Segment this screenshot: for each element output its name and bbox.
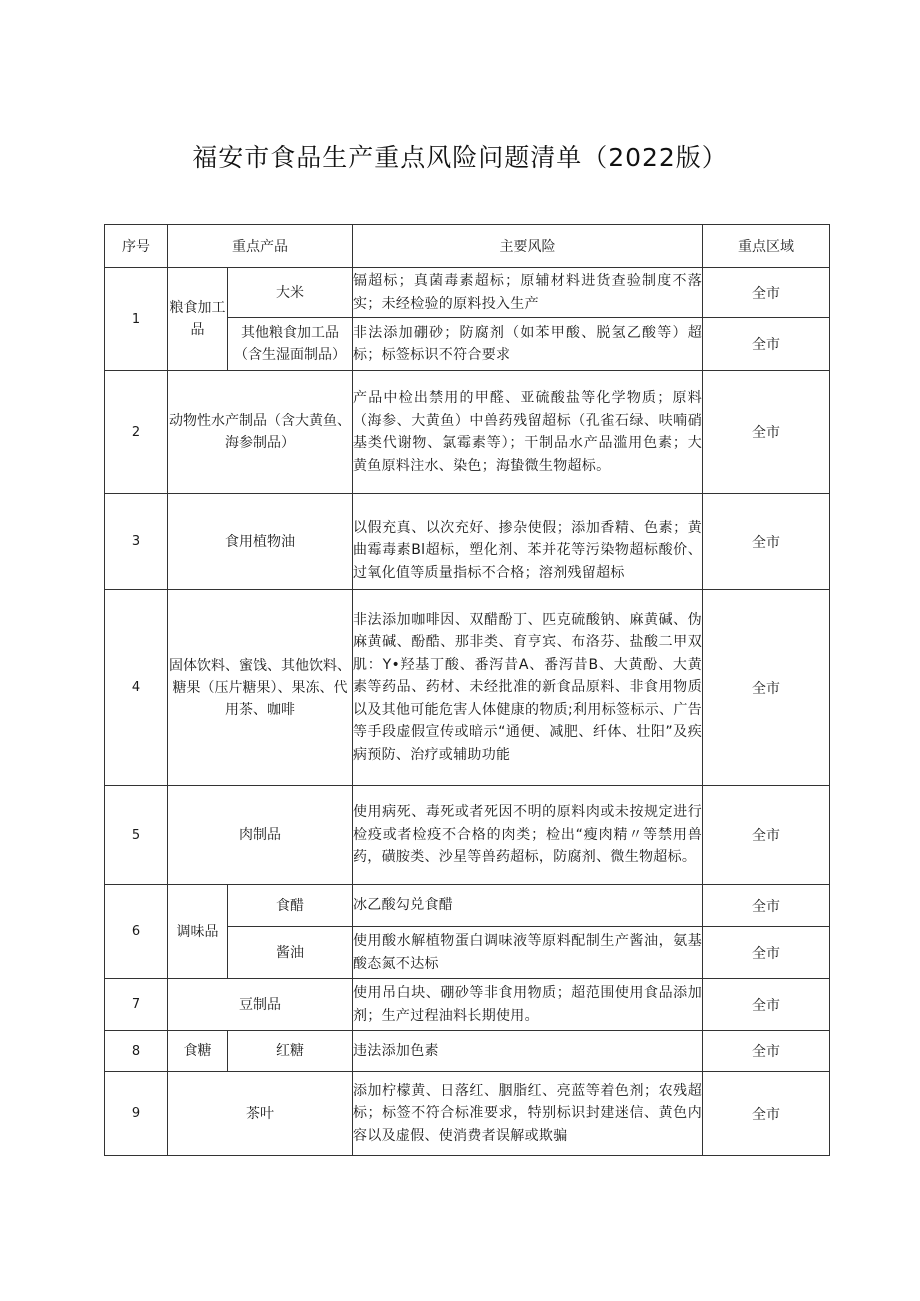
row-subproduct: 红糖 bbox=[228, 1031, 353, 1072]
row-seq: 2 bbox=[105, 371, 168, 494]
table-row bbox=[105, 590, 830, 786]
table-row bbox=[105, 1031, 830, 1072]
row-area: 全市 bbox=[703, 268, 830, 318]
row-area: 全市 bbox=[703, 1072, 830, 1156]
risk-table bbox=[104, 224, 830, 1156]
row-risk: 使用吊白块、硼砂等非食用物质；超范围使用食品添加剂；生产过程油料长期使用。 bbox=[353, 979, 703, 1031]
table-row bbox=[105, 979, 830, 1031]
row-product: 豆制品 bbox=[168, 979, 353, 1031]
row-subproduct: 酱油 bbox=[228, 927, 353, 979]
row-seq: 3 bbox=[105, 494, 168, 590]
table-row bbox=[105, 494, 830, 590]
row-seq: 9 bbox=[105, 1072, 168, 1156]
page-title: 福安市食品生产重点风险问题清单（2022版） bbox=[192, 143, 728, 172]
row-category: 食糖 bbox=[168, 1031, 228, 1072]
row-product: 肉制品 bbox=[168, 786, 353, 885]
row-seq: 5 bbox=[105, 786, 168, 885]
row-seq: 7 bbox=[105, 979, 168, 1031]
table-header-row bbox=[105, 225, 830, 268]
row-subproduct: 其他粮食加工品（含生湿面制品） bbox=[228, 318, 353, 371]
table-row bbox=[105, 786, 830, 885]
row-area: 全市 bbox=[703, 1031, 830, 1072]
header-risk: 主要风险 bbox=[353, 225, 703, 268]
row-risk: 违法添加色素 bbox=[353, 1031, 703, 1072]
row-risk: 使用病死、毒死或者死因不明的原料肉或未按规定进行检疫或者检疫不合格的肉类；检出“瘦肉精〃等禁用兽药，磺胺类、沙星等兽药超标，防腐剂、微生物超标。 bbox=[353, 786, 703, 885]
row-area: 全市 bbox=[703, 371, 830, 494]
row-risk: 非法添加硼砂；防腐剂（如苯甲酸、脱氢乙酸等）超标；标签标识不符合要求 bbox=[353, 318, 703, 371]
row-product: 食用植物油 bbox=[168, 494, 353, 590]
table-row bbox=[105, 268, 830, 318]
row-seq: 4 bbox=[105, 590, 168, 786]
row-risk: 以假充真、以次充好、掺杂使假；添加香精、色素；黄曲霉毒素Bl超标，塑化剂、苯并花等污染物超标酸价、过氧化值等质量指标不合格；溶剂残留超标 bbox=[353, 494, 703, 590]
row-area: 全市 bbox=[703, 927, 830, 979]
row-product: 动物性水产制品（含大黄鱼、海参制品） bbox=[168, 371, 353, 494]
header-product: 重点产品 bbox=[168, 225, 353, 268]
row-risk: 使用酸水解植物蛋白调味液等原料配制生产酱油，氨基酸态氮不达标 bbox=[353, 927, 703, 979]
row-risk: 产品中检出禁用的甲醛、亚硫酸盐等化学物质；原料（海参、大黄鱼）中兽药残留超标（孔雀石绿、呋喃硝基类代谢物、氯霉素等）；干制品水产品滥用色素；大黄鱼原料注水、染色；海蛰微生物超标。 bbox=[353, 371, 703, 494]
table-row bbox=[105, 1072, 830, 1156]
row-area: 全市 bbox=[703, 494, 830, 590]
row-area: 全市 bbox=[703, 590, 830, 786]
table-row bbox=[105, 885, 830, 927]
row-risk: 添加柠檬黄、日落红、胭脂红、亮蓝等着色剂；农残超标；标签不符合标准要求，特别标识封建迷信、黄色内容以及虚假、使消费者误解或欺骗 bbox=[353, 1072, 703, 1156]
row-product: 茶叶 bbox=[168, 1072, 353, 1156]
row-seq: 1 bbox=[105, 268, 168, 371]
row-area: 全市 bbox=[703, 885, 830, 927]
header-area: 重点区域 bbox=[703, 225, 830, 268]
row-area: 全市 bbox=[703, 786, 830, 885]
row-subproduct: 食醋 bbox=[228, 885, 353, 927]
row-area: 全市 bbox=[703, 979, 830, 1031]
row-subproduct: 大米 bbox=[228, 268, 353, 318]
row-seq: 6 bbox=[105, 885, 168, 979]
row-product: 固体饮料、蜜饯、其他饮料、糖果（压片糖果）、果冻、代用茶、咖啡 bbox=[168, 590, 353, 786]
row-seq: 8 bbox=[105, 1031, 168, 1072]
table-row bbox=[105, 371, 830, 494]
row-category: 调味品 bbox=[168, 885, 228, 979]
row-category: 粮食加工品 bbox=[168, 268, 228, 371]
row-risk: 镉超标；真菌毒素超标；原辅材料进货查验制度不落实；未经检验的原料投入生产 bbox=[353, 268, 703, 318]
row-risk: 冰乙酸勾兑食醋 bbox=[353, 885, 703, 927]
row-area: 全市 bbox=[703, 318, 830, 371]
header-seq: 序号 bbox=[105, 225, 168, 268]
row-risk: 非法添加咖啡因、双醋酚丁、匹克硫酸钠、麻黄碱、伪麻黄碱、酚酷、那非类、育亨宾、布洛芬、盐酸二甲双肌：Y•羟基丁酸、番泻昔A、番泻昔B、大黄酚、大黄素等药品、药材、未经批准的新食品原料、非食用物质以及其他可能危害人体健康的物质;利用标签标示、广告等手段虚假宣传或暗示“通便、减肥、纤体、壮阳”及疾病预防、治疗或辅助功能 bbox=[353, 590, 703, 786]
